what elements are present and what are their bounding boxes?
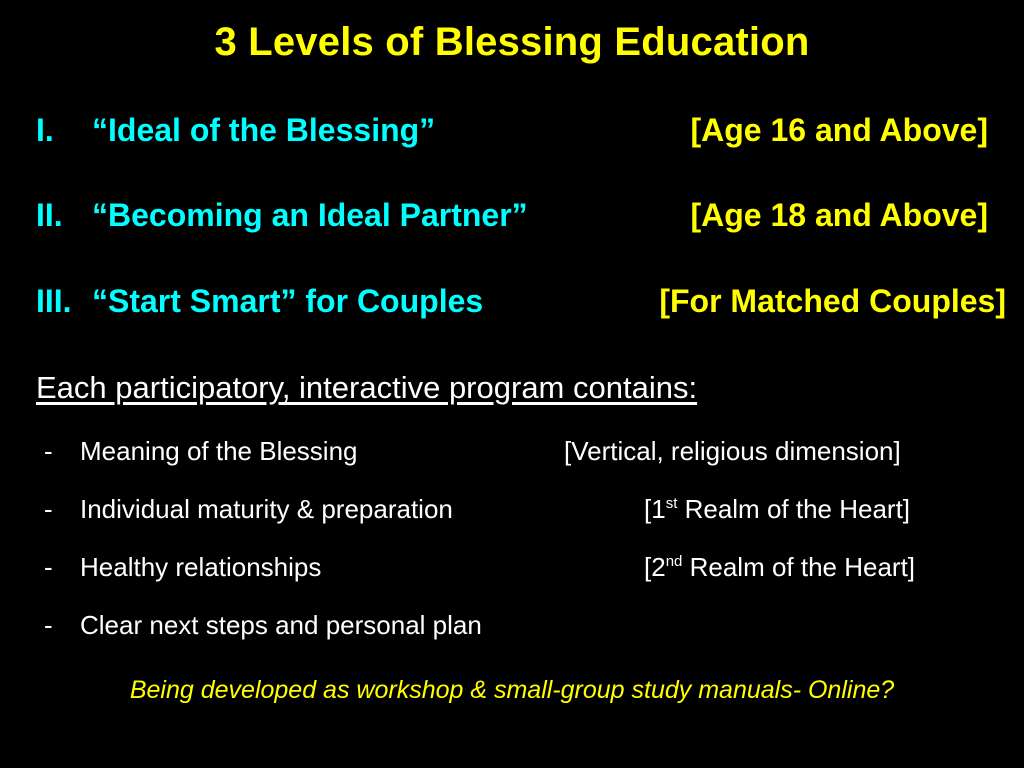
item-note: [2nd Realm of the Heart] bbox=[644, 552, 916, 582]
level-number: I. bbox=[36, 112, 54, 148]
item-note: [1st Realm of the Heart] bbox=[644, 494, 911, 524]
program-intro: Each participatory, interactive program contains: bbox=[36, 370, 698, 405]
bullet-dash: - bbox=[44, 552, 53, 582]
item-note: [Vertical, religious dimension] bbox=[564, 436, 901, 466]
level-row-2 bbox=[36, 197, 1006, 241]
level-number: II. bbox=[36, 197, 63, 233]
level-age: [For Matched Couples] bbox=[659, 283, 1006, 319]
item-label: Meaning of the Blessing bbox=[80, 436, 358, 466]
slide-title: 3 Levels of Blessing Education bbox=[214, 20, 810, 64]
level-number: III. bbox=[36, 283, 72, 319]
item-label: Individual maturity & preparation bbox=[80, 494, 453, 524]
level-row-3 bbox=[36, 283, 1006, 327]
list-item bbox=[44, 436, 974, 472]
bullet-dash: - bbox=[44, 494, 53, 524]
list-item bbox=[44, 552, 974, 588]
level-age: [Age 16 and Above] bbox=[690, 112, 988, 148]
level-name: “Ideal of the Blessing” bbox=[92, 112, 436, 148]
bullet-dash: - bbox=[44, 436, 53, 466]
footer-note: Being developed as workshop & small-group study manuals- Online? bbox=[129, 676, 895, 704]
list-item bbox=[44, 494, 974, 530]
bullet-dash: - bbox=[44, 610, 53, 640]
list-item bbox=[44, 610, 974, 646]
level-name: “Start Smart” for Couples bbox=[92, 283, 484, 319]
item-label: Healthy relationships bbox=[80, 552, 322, 582]
level-name: “Becoming an Ideal Partner” bbox=[92, 197, 528, 233]
level-row-1 bbox=[36, 112, 1006, 156]
level-age: [Age 18 and Above] bbox=[690, 197, 988, 233]
item-label: Clear next steps and personal plan bbox=[80, 610, 482, 640]
